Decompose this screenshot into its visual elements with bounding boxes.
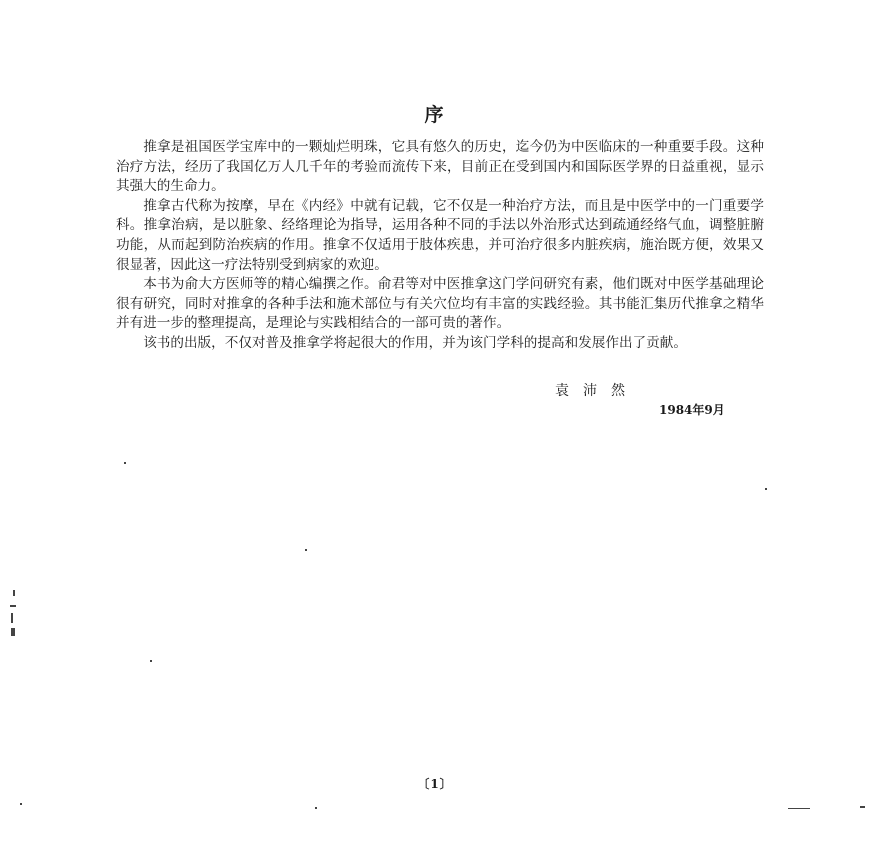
paragraph: 推拿古代称为按摩，早在《内经》中就有记载，它不仅是一种治疗方法，而且是中医学中的一门重要学科。推拿治病，是以脏象、经络理论为指导，运用各种不同的手法以外治形式达到疏通经络气血，调整脏腑功能，从而起到防治疾病的作用。推拿不仅适用于肢体疾患，并可治疗很多内脏疾病，施治既方便，效果又很显著，因此这一疗法特别受到病家的欢迎。 <box>116 197 764 273</box>
preface-body <box>116 138 764 354</box>
scan-speck <box>13 590 15 596</box>
scan-speck <box>860 806 865 808</box>
scan-speck <box>11 628 15 636</box>
scan-speck <box>315 807 317 809</box>
scan-speck <box>150 660 152 662</box>
signature-date: 1984年9月 <box>659 403 725 417</box>
scan-speck <box>305 549 307 551</box>
paragraph: 该书的出版，不仅对普及推拿学将起很大的作用，并为该门学科的提高和发展作出了贡献。 <box>143 334 687 351</box>
scan-speck <box>11 613 13 623</box>
scan-speck <box>20 803 22 805</box>
author-signature: 袁沛然 <box>555 383 639 399</box>
scan-speck <box>765 488 767 490</box>
scan-speck <box>124 462 126 464</box>
scan-speck <box>788 808 810 809</box>
page-number: 〔1〕 <box>417 777 453 791</box>
scan-speck <box>10 605 16 607</box>
paragraph: 推拿是祖国医学宝库中的一颗灿烂明珠，它具有悠久的历史，迄今仍为中医临床的一种重要手段。这种治疗方法，经历了我国亿万人几千年的考验而流传下来，目前正在受到国内和国际医学界的日益重视，显示其强大的生命力。 <box>116 139 764 195</box>
paragraph: 本书为俞大方医师等的精心编撰之作。俞君等对中医推拿这门学问研究有素，他们既对中医学基础理论很有研究，同时对推拿的各种手法和施术部位与有关穴位均有丰富的实践经验。其书能汇集历代推拿之精华并有进一步的整理提高，是理论与实践相结合的一部可贵的著作。 <box>116 276 764 332</box>
preface-title: 序 <box>424 104 446 126</box>
